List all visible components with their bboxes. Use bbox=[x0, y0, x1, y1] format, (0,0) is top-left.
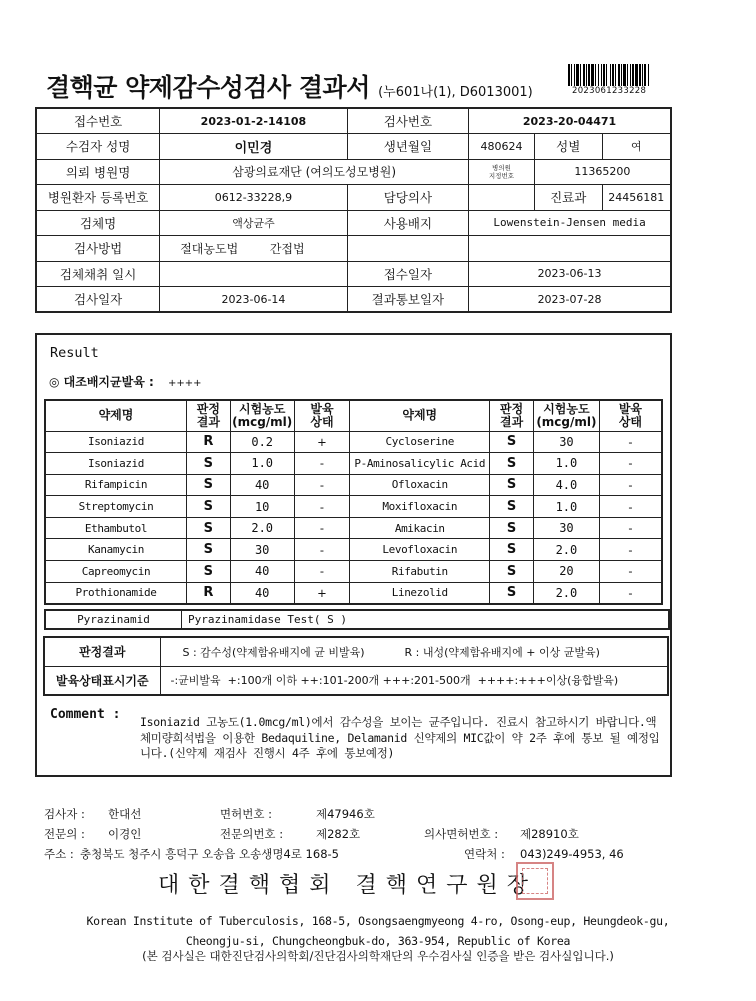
drug-result: S bbox=[186, 453, 230, 475]
hospital-code-label-text: 병의원 지정번호 bbox=[488, 163, 515, 180]
pyrazinamide-label: Pyrazinamid bbox=[46, 611, 182, 628]
method-value bbox=[160, 236, 347, 262]
signature-row bbox=[44, 844, 704, 864]
sex-label: 성별 bbox=[534, 134, 602, 160]
col-result: 판정 결과 bbox=[186, 400, 230, 431]
drug-growth: - bbox=[294, 453, 350, 475]
col-concentration: 시험농도 (mcg/ml) bbox=[533, 400, 599, 431]
drug-result: S bbox=[186, 561, 230, 583]
drug-concentration: 1.0 bbox=[533, 496, 599, 518]
table-row bbox=[45, 561, 662, 583]
drug-name: Capreomycin bbox=[45, 561, 186, 583]
drug-growth: - bbox=[294, 539, 350, 561]
patient-reg-no: 0612-33228,9 bbox=[160, 185, 347, 211]
empty-cell bbox=[469, 236, 671, 262]
col-growth: 발육 상태 bbox=[294, 400, 350, 431]
control-growth bbox=[49, 373, 201, 390]
method-1: 절대농도법 bbox=[180, 241, 239, 256]
drug-concentration: 30 bbox=[533, 517, 599, 539]
drug-growth: - bbox=[599, 496, 662, 518]
license-label: 면허번호 : bbox=[220, 807, 272, 821]
drug-result: S bbox=[186, 474, 230, 496]
birth-date: 480624 bbox=[469, 134, 535, 160]
hospital-name: 삼광의료재단 (여의도성모병원) bbox=[160, 159, 469, 185]
table-row bbox=[45, 517, 662, 539]
method-2: 간접법 bbox=[269, 241, 305, 256]
drug-concentration: 40 bbox=[230, 582, 294, 604]
drug-growth: + bbox=[294, 431, 350, 453]
drug-concentration: 40 bbox=[230, 561, 294, 583]
drug-name: Kanamycin bbox=[45, 539, 186, 561]
dept-value: 24456181 bbox=[602, 185, 671, 211]
table-row bbox=[45, 582, 662, 604]
specialist-label: 전문의 : bbox=[44, 827, 85, 841]
judgement-text bbox=[160, 637, 668, 666]
growth-legend-text: -:균비발육 +:100개 이하 ++:101-200개 +++:201-500개 ++++:+++이상(융합발육) bbox=[160, 666, 668, 695]
drug-name: Amikacin bbox=[350, 517, 490, 539]
drug-result: S bbox=[490, 582, 534, 604]
drug-concentration: 1.0 bbox=[533, 453, 599, 475]
drug-growth: - bbox=[599, 582, 662, 604]
doctor-license-label: 의사면허번호 : bbox=[424, 827, 499, 841]
drug-growth: - bbox=[294, 496, 350, 518]
drug-name: Prothionamide bbox=[45, 582, 186, 604]
document-title bbox=[46, 68, 533, 104]
barcode-number: 2023061233228 bbox=[572, 86, 647, 96]
table-row bbox=[36, 236, 671, 262]
table-header-row bbox=[45, 400, 662, 431]
medium-label: 사용배지 bbox=[347, 210, 468, 236]
patient-name-label: 수검자 성명 bbox=[36, 134, 160, 160]
judgement-r: R : 내성(약제함유배지에 + 이상 균발육) bbox=[404, 645, 600, 659]
birth-label: 생년월일 bbox=[347, 134, 468, 160]
test-date: 2023-06-14 bbox=[160, 287, 347, 313]
collect-date bbox=[160, 261, 347, 287]
comment-text: Isoniazid 고농도(1.0mcg/ml)에서 감수성을 보이는 균주입니다. 진료시 참고하시기 바랍니다.액체미량희석법을 이용한 Bedaquiline, Delamanid 신약제의 MIC값이 약 2주 후에 통보 될 예정입니다.(신약제 재검사 진행시 4주 후에 통보예정) bbox=[140, 715, 660, 760]
institute-address-english bbox=[0, 911, 756, 951]
drug-result: S bbox=[490, 539, 534, 561]
drug-concentration: 2.0 bbox=[230, 517, 294, 539]
contact-value: 043)249-4953, 46 bbox=[520, 847, 624, 861]
address-line-1: Korean Institute of Tuberculosis, 168-5, Osongsaengmyeong 4-ro, Osong-eup, Heungdeok-gu, bbox=[86, 914, 670, 928]
drug-growth: - bbox=[294, 561, 350, 583]
pyrazinamide-row bbox=[44, 609, 670, 630]
drug-result: R bbox=[186, 582, 230, 604]
comment-label: Comment : bbox=[50, 707, 121, 722]
drug-result: S bbox=[490, 474, 534, 496]
drug-name: Streptomycin bbox=[45, 496, 186, 518]
drug-concentration: 30 bbox=[533, 431, 599, 453]
drug-growth: + bbox=[294, 582, 350, 604]
table-row bbox=[36, 287, 671, 313]
doctor-name bbox=[469, 185, 535, 211]
drug-concentration: 20 bbox=[533, 561, 599, 583]
drug-result: S bbox=[490, 431, 534, 453]
col-drug-name: 약제명 bbox=[350, 400, 490, 431]
patient-reg-label: 병원환자 등록번호 bbox=[36, 185, 160, 211]
drug-growth: - bbox=[599, 539, 662, 561]
control-growth-value: ++++ bbox=[167, 378, 202, 389]
contact-label: 연락처 : bbox=[464, 847, 505, 861]
hospital-code-label bbox=[469, 159, 535, 185]
table-row bbox=[44, 666, 668, 695]
specialist-name: 이경인 bbox=[108, 827, 142, 841]
drug-result: S bbox=[186, 496, 230, 518]
title-main: 결핵균 약제감수성검사 결과서 bbox=[46, 73, 370, 102]
hospital-code: 11365200 bbox=[534, 159, 671, 185]
drug-concentration: 4.0 bbox=[533, 474, 599, 496]
signature-block bbox=[44, 804, 704, 864]
drug-concentration: 2.0 bbox=[533, 582, 599, 604]
test-no-label: 검사번호 bbox=[347, 108, 468, 134]
table-row bbox=[45, 496, 662, 518]
address-line-2: Cheongju-si, Chungcheongbuk-do, 363-954, Republic of Korea bbox=[185, 934, 571, 948]
table-row bbox=[45, 431, 662, 453]
table-row bbox=[36, 159, 671, 185]
signature-row bbox=[44, 804, 704, 824]
reception-no-label: 접수번호 bbox=[36, 108, 160, 134]
drug-growth: - bbox=[294, 517, 350, 539]
examiner-name: 한대선 bbox=[108, 807, 142, 821]
table-row bbox=[36, 185, 671, 211]
drug-growth: - bbox=[599, 561, 662, 583]
table-row bbox=[36, 210, 671, 236]
drug-results-table bbox=[44, 399, 663, 605]
drug-growth: - bbox=[599, 474, 662, 496]
drug-name: P-Aminosalicylic Acid bbox=[350, 453, 490, 475]
legend-table bbox=[43, 636, 669, 696]
drug-growth: - bbox=[599, 453, 662, 475]
reception-no: 2023-01-2-14108 bbox=[160, 108, 347, 134]
drug-growth: - bbox=[294, 474, 350, 496]
drug-name: Cycloserine bbox=[350, 431, 490, 453]
judgement-label: 판정결과 bbox=[44, 637, 160, 666]
col-drug-name: 약제명 bbox=[45, 400, 186, 431]
institute-name-korean: 대한결핵협회 결핵연구원장 bbox=[158, 873, 538, 898]
drug-result: S bbox=[490, 561, 534, 583]
drug-concentration: 10 bbox=[230, 496, 294, 518]
license-no: 제47946호 bbox=[316, 807, 375, 821]
pyrazinamide-value: Pyrazinamidase Test( S ) bbox=[188, 613, 347, 626]
report-date-label: 결과통보일자 bbox=[347, 287, 468, 313]
table-row bbox=[44, 637, 668, 666]
control-growth-label: ◎ 대조배지균발육 : bbox=[49, 375, 154, 389]
judgement-s: S : 감수성(약제함유배지에 균 비발육) bbox=[182, 645, 365, 659]
signature-row bbox=[44, 824, 704, 844]
test-date-label: 검사일자 bbox=[36, 287, 160, 313]
drug-name: Ethambutol bbox=[45, 517, 186, 539]
drug-result: S bbox=[490, 453, 534, 475]
report-date: 2023-07-28 bbox=[469, 287, 671, 313]
drug-name: Linezolid bbox=[350, 582, 490, 604]
receive-date: 2023-06-13 bbox=[469, 261, 671, 287]
dept-label: 진료과 bbox=[534, 185, 602, 211]
col-concentration: 시험농도 (mcg/ml) bbox=[230, 400, 294, 431]
drug-result: R bbox=[186, 431, 230, 453]
address-value: 충청북도 청주시 흥덕구 오송읍 오송생명4로 168-5 bbox=[80, 847, 339, 861]
table-row bbox=[36, 134, 671, 160]
table-row bbox=[45, 539, 662, 561]
specialist-no: 제282호 bbox=[316, 827, 361, 841]
official-seal-icon bbox=[516, 862, 554, 900]
drug-result: S bbox=[490, 496, 534, 518]
collect-date-label: 검체채취 일시 bbox=[36, 261, 160, 287]
result-label: Result bbox=[50, 345, 99, 361]
growth-legend-label: 발육상태표시기준 bbox=[44, 666, 160, 695]
doctor-license-no: 제28910호 bbox=[520, 827, 579, 841]
table-row bbox=[45, 474, 662, 496]
address-label: 주소 : bbox=[44, 847, 74, 861]
patient-name: 이민경 bbox=[160, 134, 347, 160]
drug-growth: - bbox=[599, 517, 662, 539]
drug-result: S bbox=[186, 517, 230, 539]
medium-name: Lowenstein-Jensen media bbox=[469, 210, 671, 236]
drug-name: Isoniazid bbox=[45, 453, 186, 475]
specimen-label: 검체명 bbox=[36, 210, 160, 236]
drug-growth: - bbox=[599, 431, 662, 453]
drug-concentration: 0.2 bbox=[230, 431, 294, 453]
drug-name: Moxifloxacin bbox=[350, 496, 490, 518]
method-label: 검사방법 bbox=[36, 236, 160, 262]
drug-concentration: 30 bbox=[230, 539, 294, 561]
certification-note: (본 검사실은 대한진단검사의학회/진단검사의학재단의 우수검사실 인증을 받은 검사실입니다.) bbox=[142, 949, 614, 963]
title-code: (누601나(1), D6013001) bbox=[378, 85, 533, 100]
drug-concentration: 1.0 bbox=[230, 453, 294, 475]
specimen-name: 액상균주 bbox=[160, 210, 347, 236]
barcode-icon bbox=[568, 64, 688, 86]
hospital-label: 의뢰 병원명 bbox=[36, 159, 160, 185]
drug-concentration: 40 bbox=[230, 474, 294, 496]
col-growth: 발육 상태 bbox=[599, 400, 662, 431]
drug-name: Ofloxacin bbox=[350, 474, 490, 496]
drug-name: Isoniazid bbox=[45, 431, 186, 453]
drug-concentration: 2.0 bbox=[533, 539, 599, 561]
doctor-label: 담당의사 bbox=[347, 185, 468, 211]
drug-name: Rifabutin bbox=[350, 561, 490, 583]
col-result: 판정 결과 bbox=[490, 400, 534, 431]
specialist-no-label: 전문의번호 : bbox=[220, 827, 284, 841]
receive-date-label: 접수일자 bbox=[347, 261, 468, 287]
drug-result: S bbox=[186, 539, 230, 561]
patient-info-table bbox=[35, 107, 672, 313]
examiner-label: 검사자 : bbox=[44, 807, 85, 821]
drug-name: Rifampicin bbox=[45, 474, 186, 496]
sex-value: 여 bbox=[602, 134, 671, 160]
test-no: 2023-20-04471 bbox=[469, 108, 671, 134]
drug-result: S bbox=[490, 517, 534, 539]
table-row bbox=[36, 261, 671, 287]
empty-cell bbox=[347, 236, 468, 262]
result-section bbox=[35, 333, 672, 777]
drug-name: Levofloxacin bbox=[350, 539, 490, 561]
table-row bbox=[45, 453, 662, 475]
table-row bbox=[36, 108, 671, 134]
